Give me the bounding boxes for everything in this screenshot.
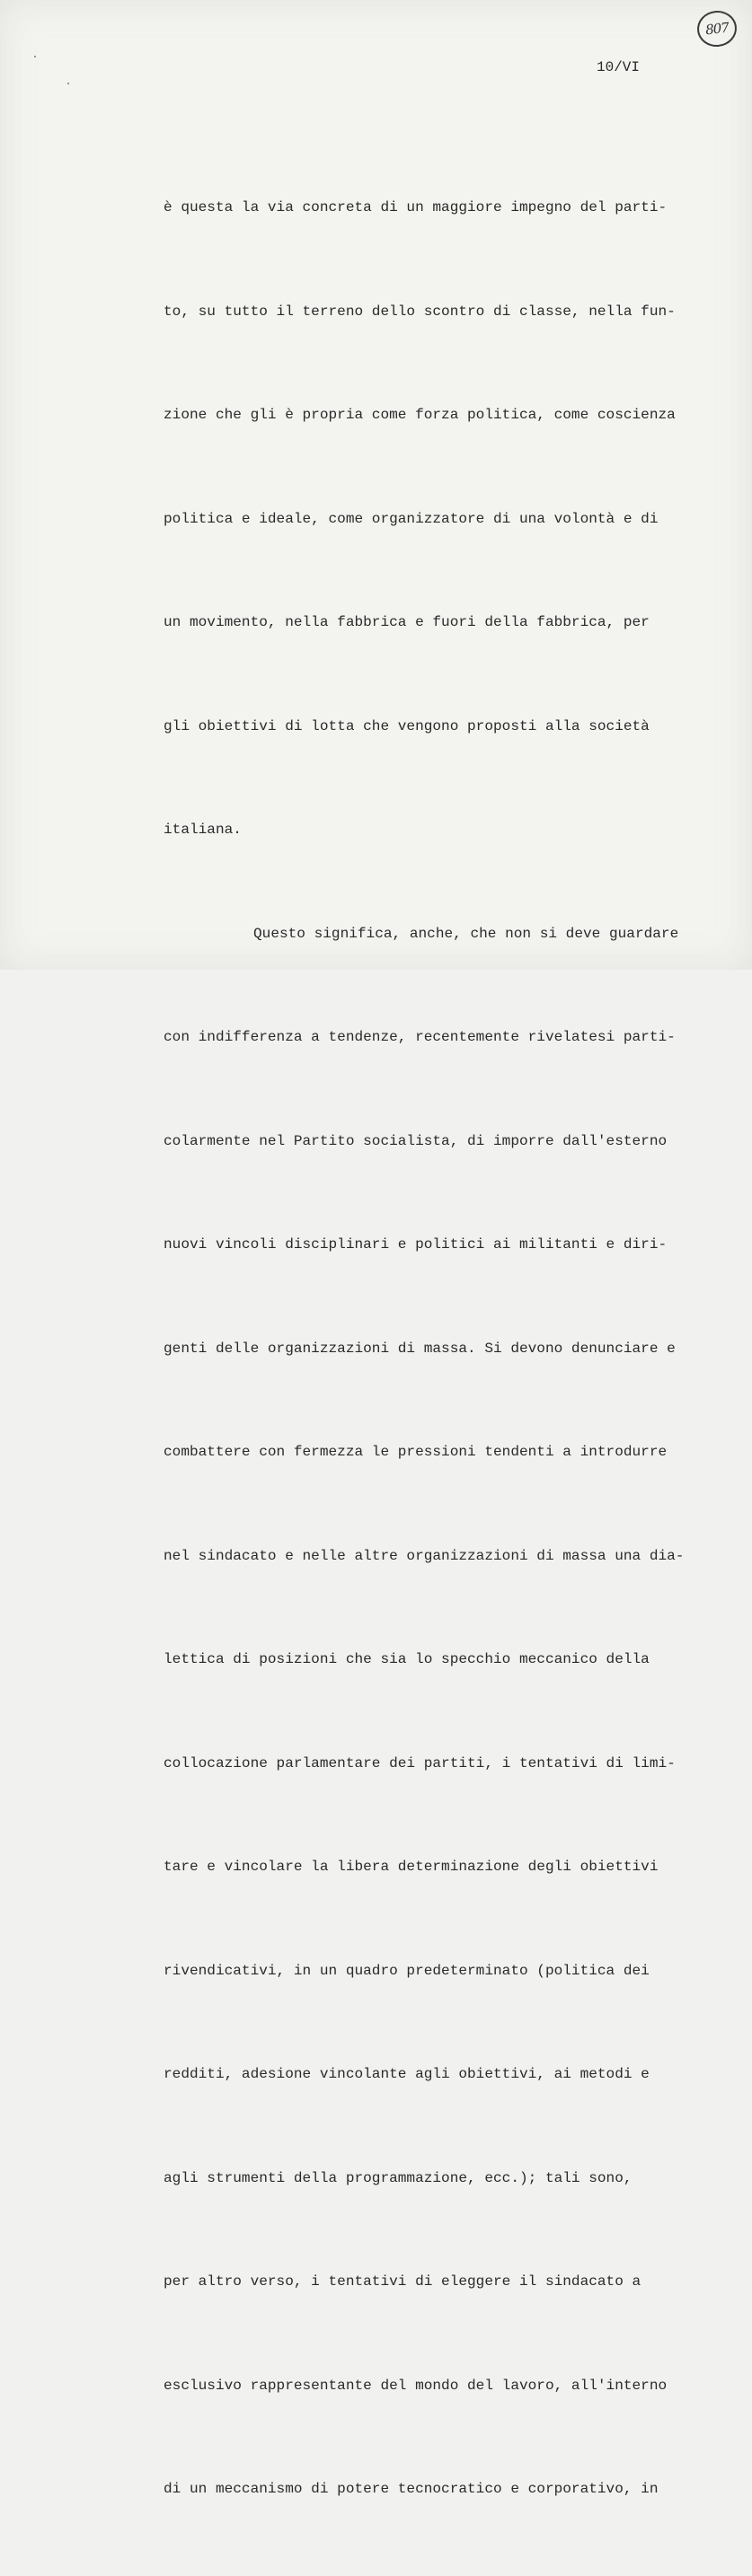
text-line: agli strumenti della programmazione, ecc.); tali sono, xyxy=(164,2169,633,2186)
text-line: italiana. xyxy=(164,822,242,838)
body-text xyxy=(164,121,703,2576)
text-line: tare e vincolare la libera determinazione degli obiettivi xyxy=(164,1859,659,1875)
text-line: colarmente nel Partito socialista, di imporre dall'esterno xyxy=(164,1132,668,1149)
text-line: per altro verso, i tentativi di eleggere il sindacato a xyxy=(164,2273,641,2290)
text-line: to, su tutto il terreno dello scontro di classe, nella fun- xyxy=(164,303,676,320)
text-line-paragraph-start: Questo significa, anche, che non si deve guardare xyxy=(253,925,679,942)
text-line: è questa la via concreta di un maggiore impegno del parti- xyxy=(164,199,668,215)
text-line: rivendicativi, in un quadro predeterminato (politica dei xyxy=(164,1962,650,1979)
text-line: nuovi vincoli disciplinari e politici ai militanti e diri- xyxy=(164,1236,668,1253)
text-line: lettica di posizioni che sia lo specchio meccanico della xyxy=(164,1651,650,1667)
paper-speck xyxy=(34,56,36,57)
text-line: gli obiettivi di lotta che vengono proposti alla società xyxy=(164,717,650,734)
page-number: 10/VI xyxy=(597,59,641,75)
text-line: genti delle organizzazioni di massa. Si devono denunciare e xyxy=(164,1340,676,1357)
text-line: esclusivo rappresentante del mondo del lavoro, all'interno xyxy=(164,2377,668,2394)
text-line: zione che gli è propria come forza politica, come coscienza xyxy=(164,407,676,423)
text-line: collocazione parlamentare dei partiti, i tentativi di limi- xyxy=(164,1754,676,1772)
text-line: di un meccanismo di potere tecnocratico e corporativo, in xyxy=(164,2481,659,2497)
text-line: combattere con fermezza le pressioni tendenti a introdurre xyxy=(164,1444,668,1460)
stamp-number: 807 xyxy=(704,19,730,39)
text-line: nel sindacato e nelle altre organizzazioni di massa una dia- xyxy=(164,1547,685,1564)
text-line: un movimento, nella fabbrica e fuori della fabbrica, per xyxy=(164,614,650,630)
paper-speck xyxy=(67,83,69,84)
text-line: politica e ideale, come organizzatore di una volontà e di xyxy=(164,510,659,527)
text-line: con indifferenza a tendenze, recentemente rivelatesi parti- xyxy=(164,1029,676,1045)
archive-number-stamp xyxy=(695,9,739,48)
text-line: redditi, adesione vincolante agli obiettivi, ai metodi e xyxy=(164,2066,650,2082)
